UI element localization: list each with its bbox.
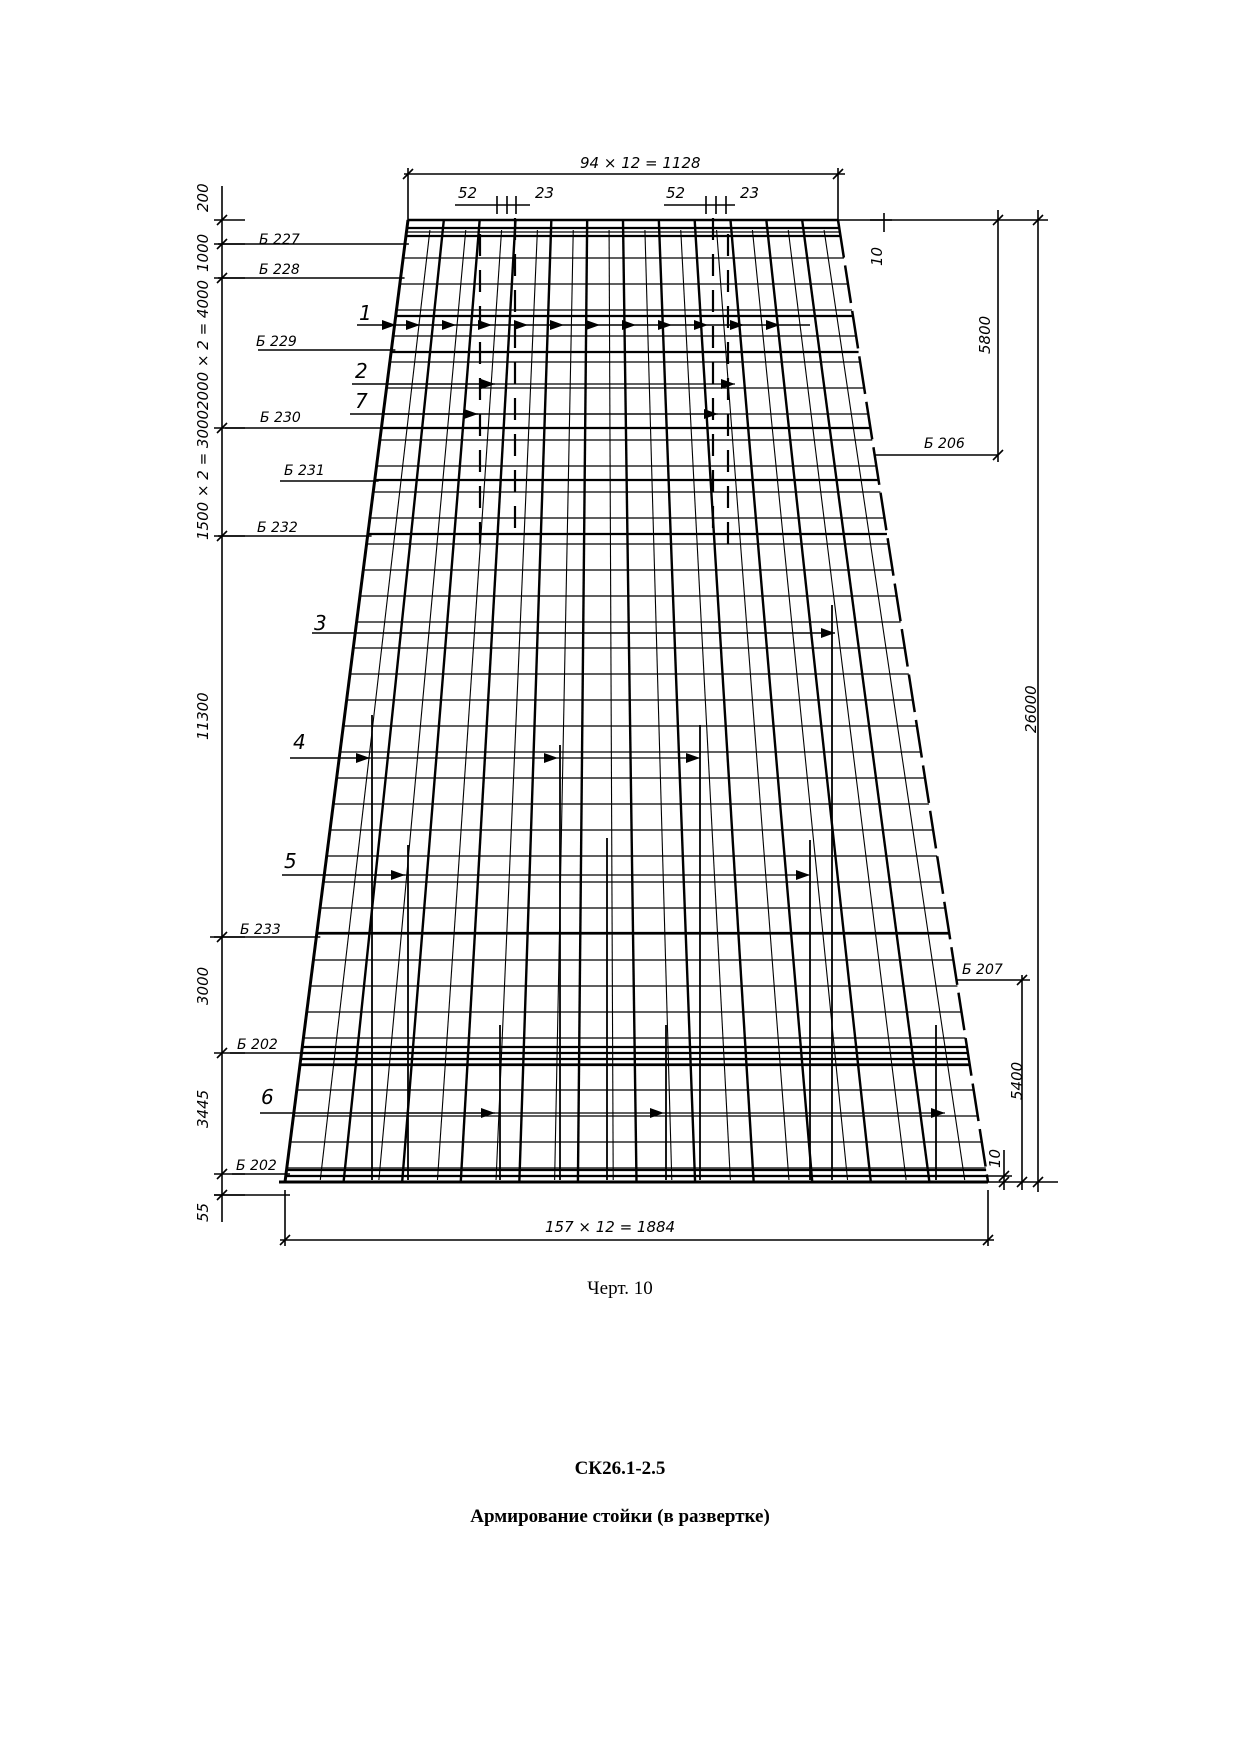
left-dim-1000: 1000	[194, 233, 212, 272]
left-dim-11300: 11300	[194, 692, 212, 740]
bar-label-b233: Б 233	[240, 922, 281, 938]
bar-label-b230: Б 230	[260, 410, 301, 426]
figure-caption: Черт. 10	[587, 1278, 653, 1299]
bar-label-b227: Б 227	[259, 232, 300, 248]
position-4-arrow-head	[356, 753, 370, 763]
position-1-label: 1	[359, 301, 372, 325]
position-5-label: 5	[284, 849, 297, 873]
product-code: СК26.1-2.5	[574, 1458, 666, 1479]
top-dimension-label: 94 × 12 = 1128	[580, 154, 701, 172]
left-dim-55: 55	[194, 1202, 212, 1222]
right-dim-10-bottom: 10	[986, 1148, 1004, 1168]
position-4-arrow-head	[686, 753, 700, 763]
bar-label-b207: Б 207	[962, 962, 1003, 978]
bar-label-b232: Б 232	[257, 520, 298, 536]
right-dim-26000: 26000	[1022, 685, 1040, 733]
bottom-dimension-label: 157 × 12 = 1884	[545, 1218, 676, 1236]
position-2-label: 2	[355, 359, 368, 383]
bar-label-b202-lower: Б 202	[236, 1158, 277, 1174]
right-dim-10-top: 10	[868, 246, 886, 266]
left-dim-3000: 1500 × 2 = 3000	[194, 409, 212, 540]
bar-label-b231: Б 231	[284, 463, 325, 479]
right-dim-5400: 5400	[1008, 1061, 1026, 1100]
bar-label-b228: Б 228	[259, 262, 300, 278]
position-7-arrow-head	[704, 409, 718, 419]
position-3-arrow-head	[821, 628, 835, 638]
position-5-arrow-head	[391, 870, 405, 880]
pitch-left-label-1: 52	[458, 184, 478, 202]
position-3-label: 3	[314, 611, 327, 635]
left-dim-3445: 3445	[194, 1089, 212, 1128]
position-4-label: 4	[293, 730, 306, 754]
position-6-label: 6	[261, 1085, 274, 1109]
right-dim-5800: 5800	[976, 315, 994, 354]
pitch-right-label-1: 23	[535, 184, 555, 202]
position-7-label: 7	[355, 389, 368, 413]
left-dim-4000: 2000 × 2 = 4000	[194, 279, 212, 410]
bar-label-b229: Б 229	[256, 334, 297, 350]
reinforcement-grid	[279, 220, 988, 1182]
position-7-arrow-head	[464, 409, 478, 419]
position-4-arrow-head	[544, 753, 558, 763]
position-5-arrow-head	[796, 870, 810, 880]
pitch-left-label-2: 52	[666, 184, 686, 202]
drawing-title: Армирование стойки (в развертке)	[470, 1506, 770, 1527]
left-dim-200: 200	[194, 183, 212, 212]
bar-label-b206: Б 206	[924, 436, 965, 452]
bar-label-b202-upper: Б 202	[237, 1037, 278, 1053]
left-dim-3000b: 3000	[194, 966, 212, 1005]
pitch-right-label-2: 23	[740, 184, 760, 202]
